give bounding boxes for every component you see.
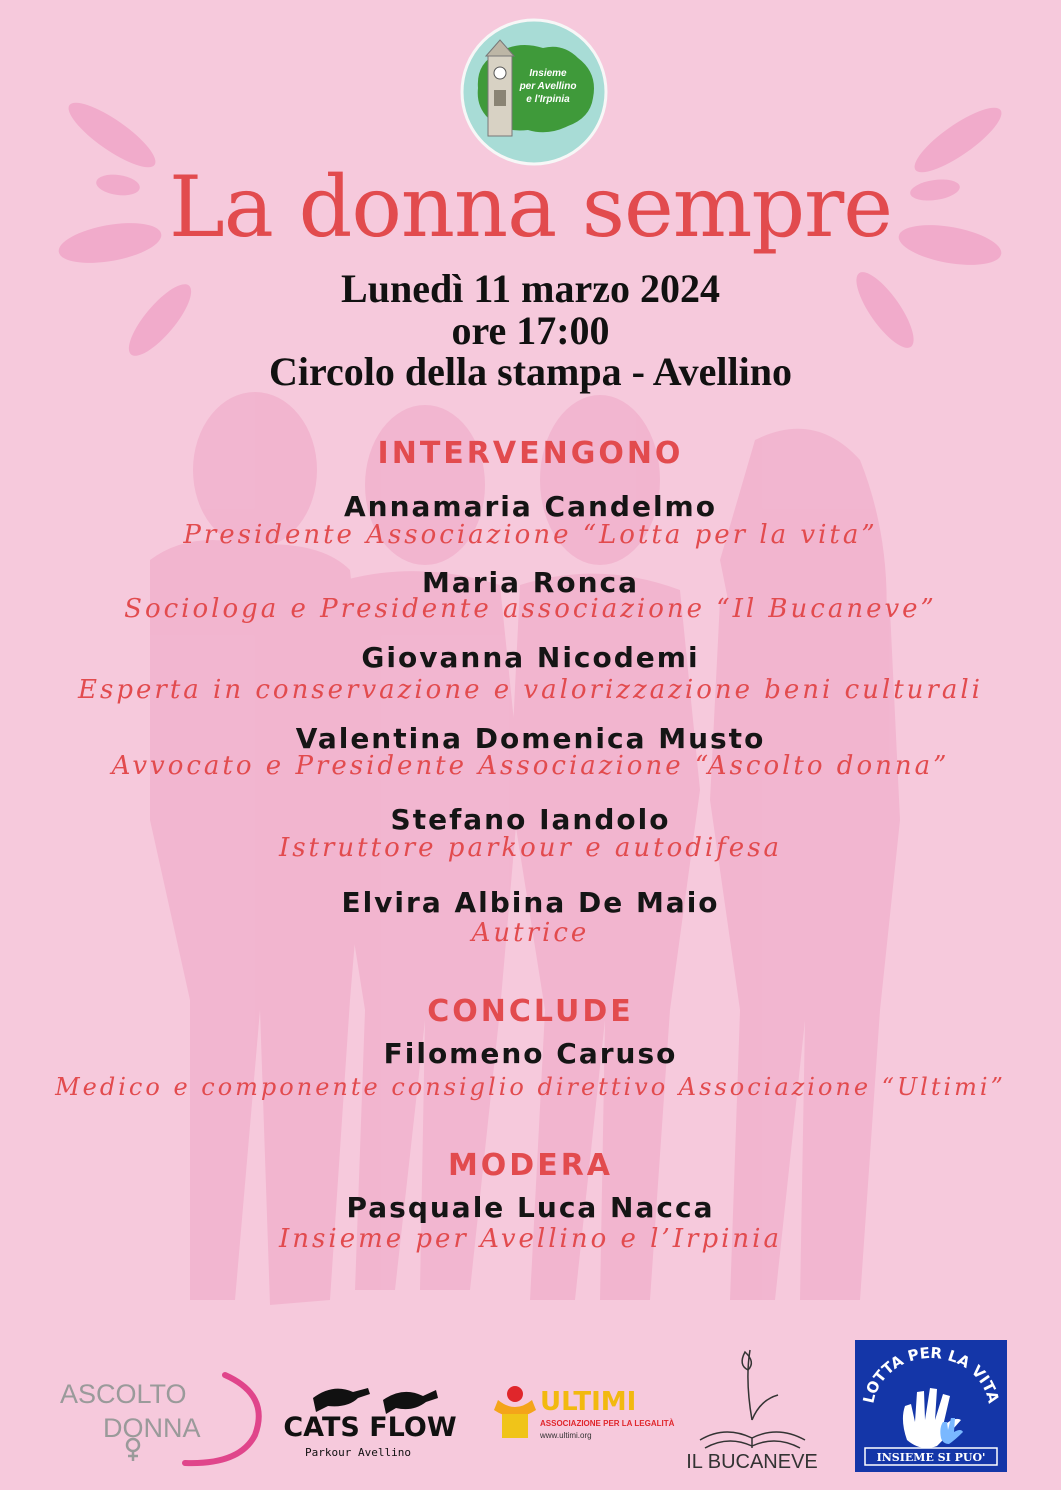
cats-flow-text: CATS FLOW <box>283 1412 457 1443</box>
organizer-logo <box>458 18 610 166</box>
ultimi-sub: ASSOCIAZIONE PER LA LEGALITÀ <box>540 1419 675 1428</box>
event-title: La donna sempre <box>169 158 892 256</box>
speaker-name: Elvira Albina De Maio <box>341 886 720 919</box>
donna-text: DONNA <box>103 1413 201 1443</box>
ascolto-donna-logo <box>55 1365 270 1470</box>
cats-flow-sub: Parkour Avellino <box>305 1446 411 1459</box>
speaker-name: Giovanna Nicodemi <box>361 641 700 674</box>
cats-flow-logo <box>283 1378 457 1463</box>
ultimi-logo <box>490 1380 675 1445</box>
event-date: Lunedì 11 marzo 2024 <box>341 266 720 311</box>
lotta-arc-label: LOTTA PER LA VITA <box>859 1343 1003 1405</box>
ascolto-text: ASCOLTO <box>60 1379 187 1409</box>
speaker-role: Presidente Associazione “Lotta per la vita” <box>183 520 878 550</box>
lotta-motto: INSIEME SI PUO' <box>876 1451 986 1464</box>
speaker-role: Autrice <box>471 918 590 948</box>
logo-line-2: per Avellino <box>519 81 577 92</box>
bucaneve-logo <box>686 1340 818 1475</box>
speaker-name: Annamaria Candelmo <box>344 490 717 523</box>
speaker-name: Stefano Iandolo <box>390 803 671 836</box>
running-cat-icon <box>313 1388 438 1414</box>
ultimi-url: www.ultimi.org <box>540 1431 592 1440</box>
logo-line-3: e l'Irpinia <box>526 94 570 105</box>
conclude-heading: CONCLUDE <box>427 994 634 1029</box>
logo-line-1: Insieme <box>529 68 567 79</box>
event-place: Circolo della stampa - Avellino <box>269 349 792 394</box>
clock-tower-icon <box>486 40 514 136</box>
conclude-role: Medico e componente consiglio direttivo Associazione “Ultimi” <box>55 1073 1006 1101</box>
lotta-per-la-vita-logo <box>855 1340 1007 1472</box>
snowdrop-book-icon <box>700 1350 805 1448</box>
speaker-role: Sociologa e Presidente associazione “Il Bucaneve” <box>124 594 937 624</box>
event-time: ore 17:00 <box>451 308 610 353</box>
speakers-heading: INTERVENGONO <box>377 436 684 471</box>
speaker-role: Istruttore parkour e autodifesa <box>278 833 783 863</box>
modera-heading: MODERA <box>447 1148 614 1183</box>
ultimi-figure-icon <box>494 1386 536 1438</box>
ultimi-text: ULTIMI <box>540 1387 637 1417</box>
modera-name: Pasquale Luca Nacca <box>346 1191 715 1224</box>
speaker-name: Maria Ronca <box>421 566 640 599</box>
modera-role: Insieme per Avellino e l’Irpinia <box>279 1224 782 1254</box>
speaker-name: Valentina Domenica Musto <box>295 722 766 755</box>
speaker-role: Avvocato e Presidente Associazione “Ascolto donna” <box>111 751 950 781</box>
conclude-name: Filomeno Caruso <box>383 1037 678 1070</box>
bucaneve-text: IL BUCANEVE <box>686 1451 818 1473</box>
speaker-role: Esperta in conservazione e valorizzazione beni culturali <box>78 675 983 705</box>
